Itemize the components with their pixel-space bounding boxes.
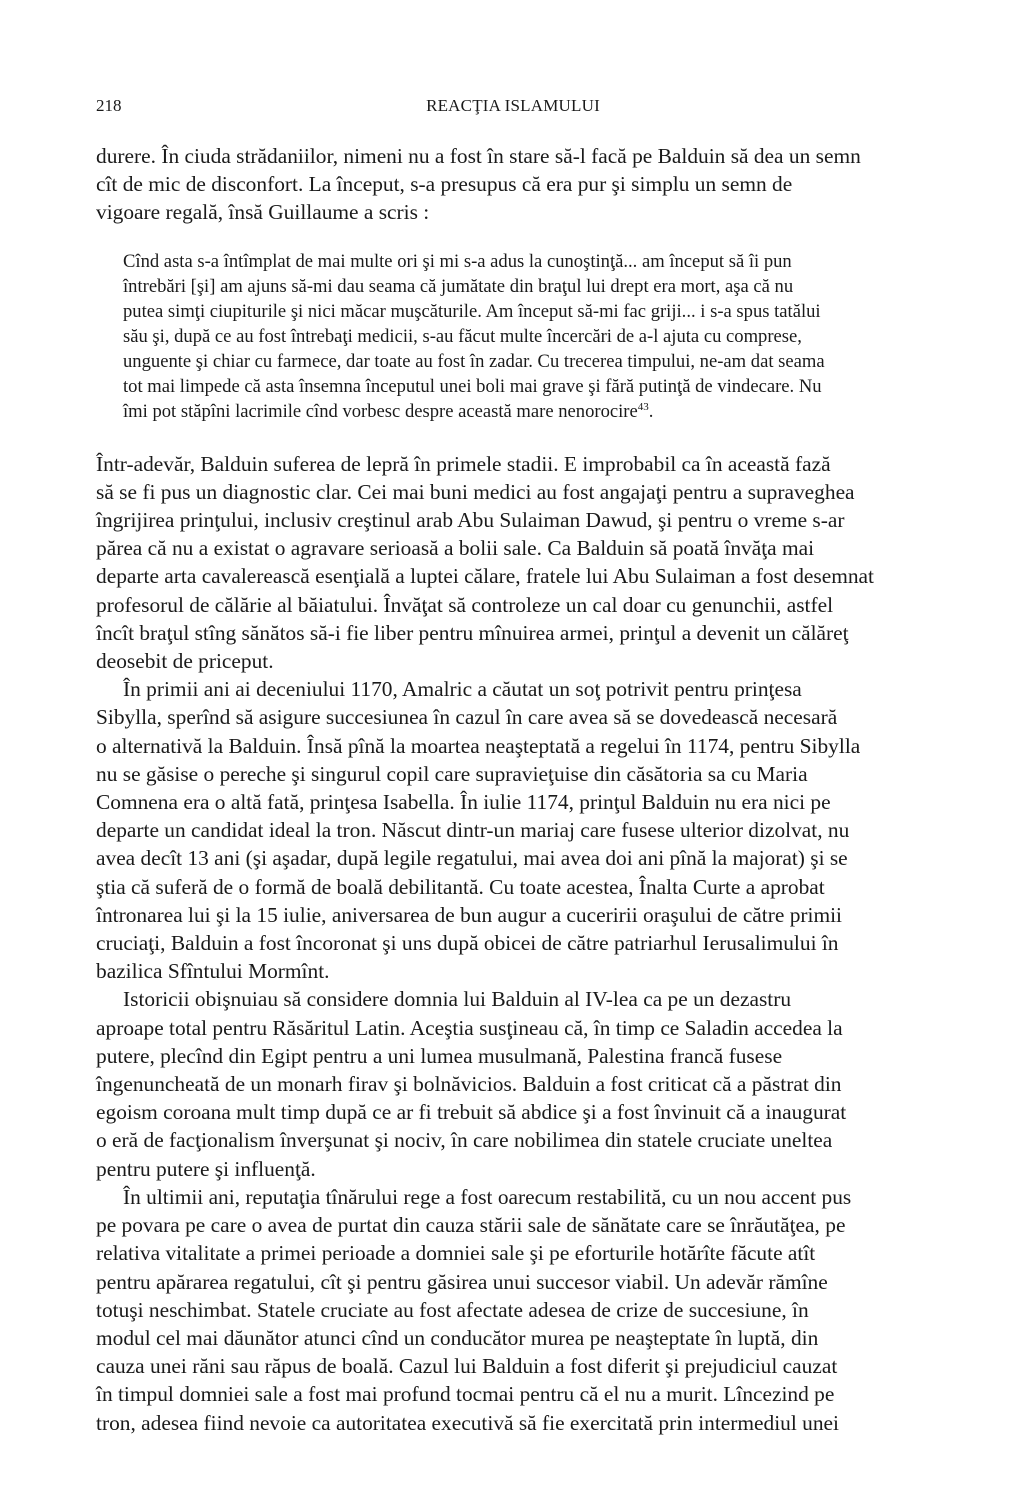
- text-line: tron, adesea fiind nevoie ca autoritatea executivă să fie exercitată prin intermediul unei: [96, 1410, 839, 1435]
- text-line: deosebit de priceput.: [96, 649, 274, 674]
- text-line: relativa vitalitate a primei perioade a domniei sale şi pe eforturile hotărîte făcute atît: [96, 1241, 816, 1266]
- text-line: modul cel mai dăunător atunci cînd un conducător murea pe neaşteptate în luptă, din: [96, 1325, 819, 1350]
- text-line: Sibylla, sperînd să asigure succesiunea în cazul în care avea să se dovedească necesară: [96, 705, 838, 730]
- text-line: durere. În ciuda strădaniilor, nimeni nu a fost în stare să-l facă pe Balduin să dea un semn: [96, 144, 861, 168]
- footnote-reference[interactable]: 43: [637, 400, 649, 413]
- quote-end-punct: .: [648, 400, 654, 422]
- quote-line: său şi, după ce au fost întrebaţi medicii, s-au făcut multe încercări de a-l ajuta cu comprese,: [123, 325, 802, 347]
- quote-text: îmi pot stăpîni lacrimile cînd vorbesc despre această mare nenorocire: [123, 400, 638, 422]
- paragraph-succession: [96, 675, 930, 985]
- text-line: pe povara pe care o avea de purtat din cauza stării sale de sănătate care se înrăutăţea, pe: [96, 1213, 846, 1238]
- quote-line: putea simţi ciupiturile şi nici măcar muşcăturile. Am început să-mi fac griji... i s-a spus tatălui: [123, 300, 821, 322]
- text-line: Într-adevăr, Balduin suferea de lepră în primele stadii. E improbabil ca în această fază: [96, 451, 831, 476]
- text-line: aproape total pentru Răsăritul Latin. Aceştia susţineau că, în timp ce Saladin accedea la: [96, 1015, 843, 1040]
- text-line: o eră de facţionalism înverşunat şi nociv, în care nobilimea din statele cruciate uneltea: [96, 1128, 833, 1153]
- paragraph-leprosy: [96, 450, 930, 676]
- text-line: părea că nu a existat o agravare serioasă a bolii sale. Ca Balduin să poată învăţa mai: [96, 536, 815, 561]
- text-line: În primii ani ai deceniului 1170, Amalric a căutat un soţ potrivit pentru prinţesa: [123, 677, 802, 702]
- book-page: [96, 96, 930, 1437]
- text-line: cît de mic de disconfort. La început, s-a presupus că era pur şi simplu un semn de: [96, 172, 793, 197]
- text-line: să se fi pus un diagnostic clar. Cei mai buni medici au fost angajaţi pentru a supraveghea: [96, 479, 855, 504]
- running-head: [96, 96, 930, 120]
- text-line: Istoricii obişnuiau să considere domnia lui Balduin al IV-lea ca pe un dezastru: [123, 987, 792, 1012]
- text-line: În ultimii ani, reputaţia tînărului rege a fost oarecum restabilită, cu un nou accent pus: [123, 1184, 852, 1209]
- text-line: pentru apărarea regatului, cît şi pentru găsirea unui succesor viabil. Un adevăr rămîne: [96, 1269, 828, 1294]
- quote-line-last: [123, 399, 930, 424]
- text-line: cruciaţi, Balduin a fost încoronat şi uns după obicei de către patriarhul Ierusalimului în: [96, 931, 839, 956]
- text-line: putere, plecînd din Egipt pentru a uni lumea musulmană, Palestina francă fusese: [96, 1043, 783, 1068]
- quote-line: unguente şi chiar cu farmece, dar toate au fost în zadar. Cu trecerea timpului, ne-am dat seama: [123, 350, 825, 372]
- paragraph-intro: [96, 142, 930, 227]
- paragraph-historians: [96, 985, 930, 1182]
- text-line: nu se găsise o pereche şi singurul copil care supravieţuise din căsătoria sa cu Maria: [96, 761, 808, 786]
- text-line: încît braţul stîng sănătos să-i fie liber pentru mînuirea armei, prinţul a devenit un călăreţ: [96, 620, 849, 645]
- text-line: îngrijirea prinţului, inclusiv creştinul arab Abu Sulaiman Dawud, şi pentru o vreme s-ar: [96, 508, 845, 533]
- text-line: vigoare regală, însă Guillaume a scris :: [96, 200, 430, 225]
- block-quote: [123, 249, 930, 424]
- text-line: departe un candidat ideal la tron. Născut dintr-un mariaj care fusese ulterior dizolvat, nu: [96, 818, 850, 843]
- text-line: pentru putere şi influenţă.: [96, 1156, 316, 1181]
- text-line: o alternativă la Balduin. Însă pînă la moartea neaşteptată a regelui în 1174, pentru Sibylla: [96, 733, 861, 758]
- paragraph-reputation: [96, 1183, 930, 1437]
- running-title: REACŢIA ISLAMULUI: [426, 96, 600, 115]
- text-line: cauza unei răni sau răpus de boală. Cazul lui Balduin a fost diferit şi prejudiciul cauzat: [96, 1354, 838, 1379]
- page-number: 218: [96, 96, 122, 115]
- text-line: Comnena era o altă fată, prinţesa Isabella. În iulie 1174, prinţul Balduin nu era nici pe: [96, 790, 831, 815]
- text-line: profesorul de călărie al băiatului. Învăţat să controleze un cal doar cu genunchii, astfel: [96, 592, 834, 617]
- text-line: avea decît 13 ani (şi aşadar, după legile regatului, mai avea doi ani pînă la majorat) şi se: [96, 846, 848, 871]
- text-line: bazilica Sfîntului Mormînt.: [96, 959, 330, 984]
- text-line: ştia că suferă de o formă de boală debilitantă. Cu toate acestea, Înalta Curte a aprobat: [96, 874, 825, 899]
- text-line: îngenuncheată de un monarh firav şi bolnăvicios. Balduin a fost criticat că a păstrat din: [96, 1072, 842, 1097]
- text-line: departe arta cavalerească esenţială a luptei călare, fratele lui Abu Sulaiman a fost desemnat: [96, 564, 874, 589]
- text-line: în timpul domniei sale a fost mai profund tocmai pentru că el nu a murit. Lîncezind pe: [96, 1382, 835, 1407]
- quote-line: Cînd asta s-a întîmplat de mai multe ori şi mi s-a adus la cunoştinţă... am început să îi pun: [123, 250, 792, 272]
- text-line: totuşi neschimbat. Statele cruciate au fost afectate adesea de crize de succesiune, în: [96, 1297, 809, 1322]
- text-line: egoism coroana mult timp după ce ar fi trebuit să abdice şi a fost învinuit că a inaugurat: [96, 1100, 847, 1125]
- text-line: întronarea lui şi la 15 iulie, aniversarea de bun augur a cuceririi oraşului de către primii: [96, 902, 842, 927]
- quote-line: întrebări [şi] am ajuns să-mi dau seama că jumătate din braţul lui drept era mort, aşa că nu: [123, 275, 794, 297]
- quote-line: tot mai limpede că asta însemna începutul unei boli mai grave şi fără putinţă de vindecare. Nu: [123, 375, 822, 397]
